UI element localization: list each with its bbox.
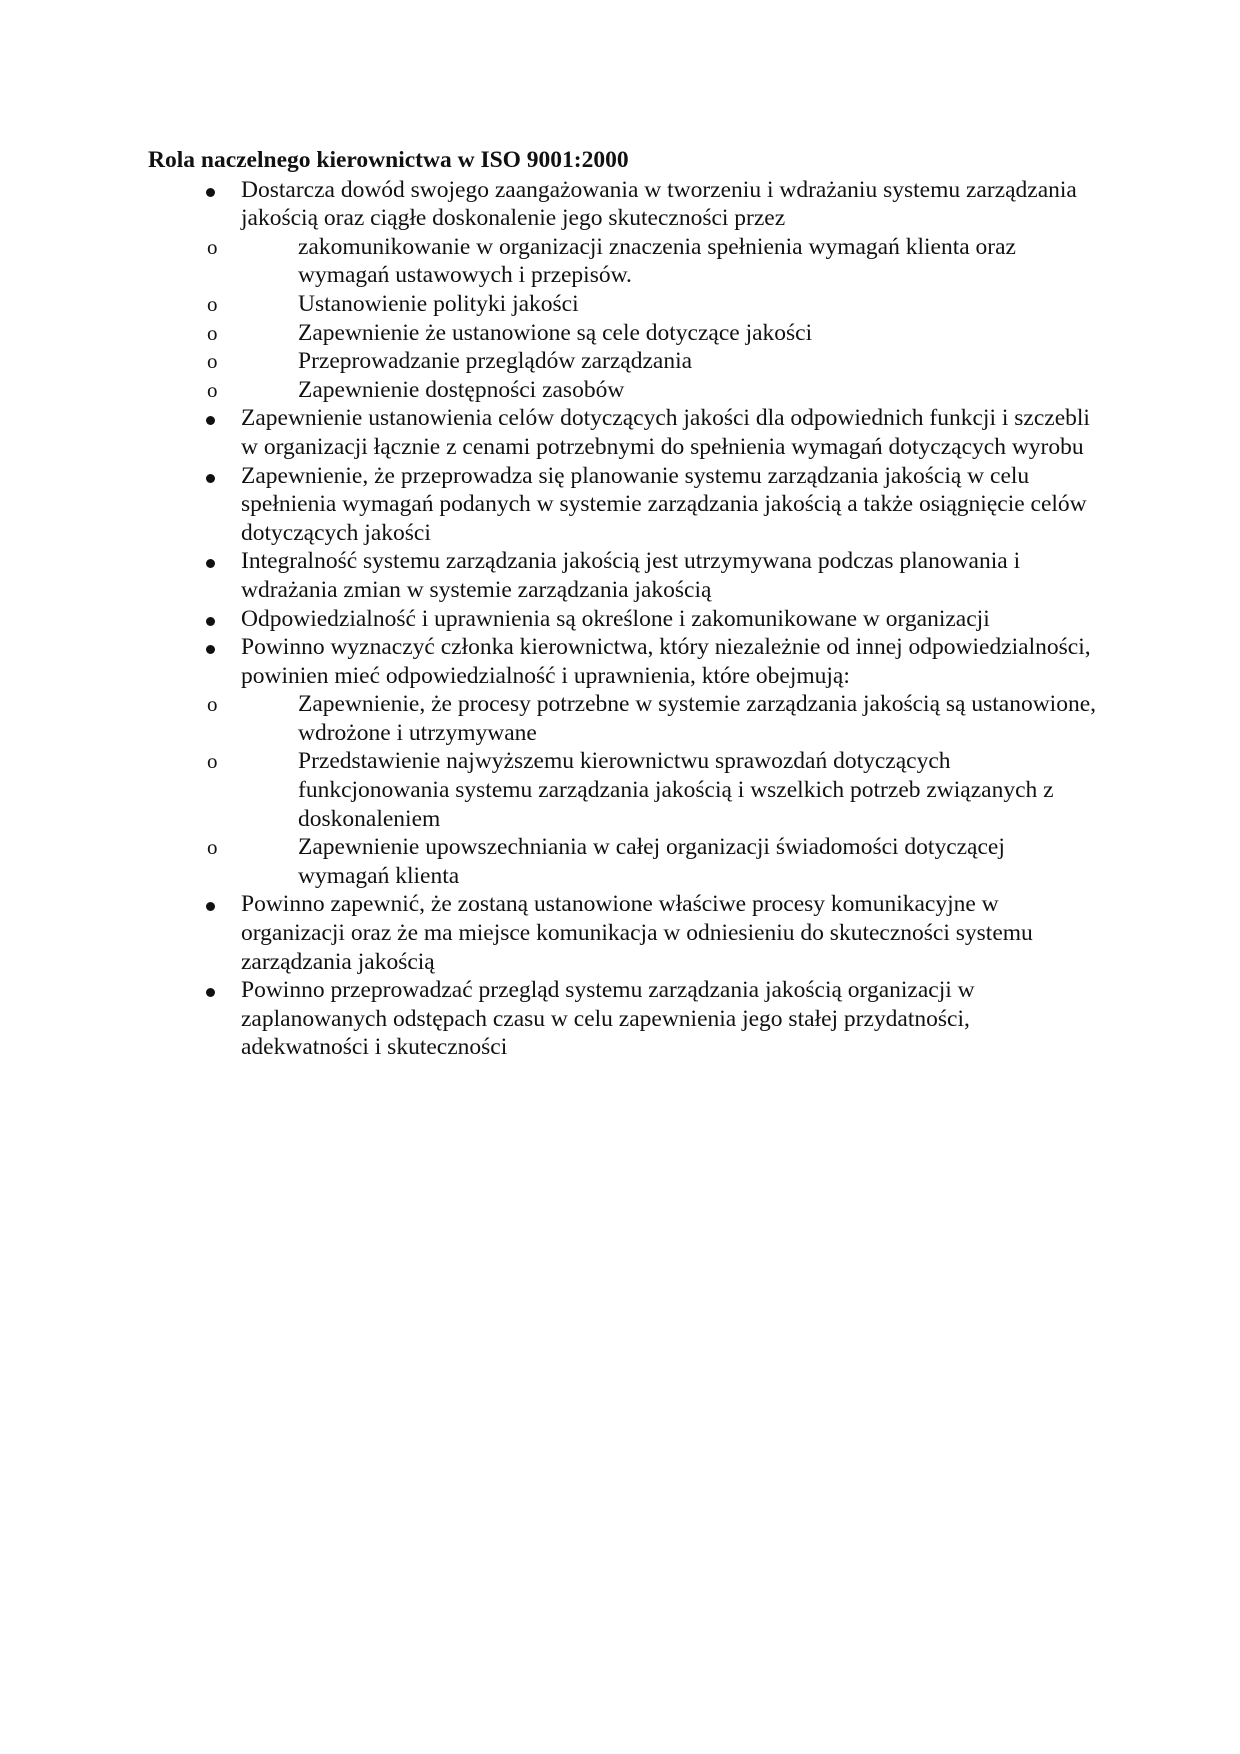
sub-list-item — [205, 290, 1098, 319]
bullet-icon — [206, 617, 215, 626]
circle-bullet-icon: o — [207, 320, 218, 345]
bullet-icon — [206, 902, 215, 911]
sub-list-item — [205, 747, 1098, 833]
list-item-text: Zapewnienie, że przeprowadza się planowanie systemu zarządzania jakością w celu spełnienia wymagań podanych w systemie zarządzania jakością a także osiągnięcie celów dotyczących jakości — [241, 462, 1087, 546]
sub-list-item — [205, 833, 1098, 890]
bullet-list — [148, 176, 1098, 1062]
list-item-text: Integralność systemu zarządzania jakością jest utrzymywana podczas planowania i wdrażania zmian w systemie zarządzania jakością — [241, 548, 1021, 603]
circle-bullet-icon: o — [207, 234, 218, 259]
list-item-text: Powinno wyznaczyć członka kierownictwa, który niezależnie od innej odpowiedzialności, powinien mieć odpowiedzialność i uprawnienia, które obejmują: — [241, 634, 1091, 689]
sub-list-item-text: Zapewnienie, że procesy potrzebne w systemie zarządzania jakością są ustanowione, wdrożone i utrzymywane — [298, 691, 1097, 746]
list-item-text: Powinno zapewnić, że zostaną ustanowione właściwe procesy komunikacyjne w organizacji oraz że ma miejsce komunikacja w odniesieniu do skuteczności systemu zarządzania jakością — [241, 891, 1033, 975]
sub-list — [207, 233, 1098, 405]
bullet-icon — [206, 474, 215, 483]
circle-bullet-icon: o — [207, 377, 218, 402]
list-item-text: Powinno przeprowadzać przegląd systemu zarządzania jakością organizacji w zaplanowanych odstępach czasu w celu zapewnienia jego stałej przydatności, adekwatności i skuteczności — [241, 977, 975, 1061]
sub-list-item — [205, 347, 1098, 376]
sub-list-item-text: Przeprowadzanie przeglądów zarządzania — [298, 348, 693, 375]
list-item — [148, 976, 1098, 1062]
list-item — [148, 176, 1098, 405]
list-item-text: Zapewnienie ustanowienia celów dotyczących jakości dla odpowiednich funkcji i szczebli w organizacji łącznie z cenami potrzebnymi do spełnienia wymagań dotyczących wyrobu — [241, 405, 1090, 460]
sub-list-item-text: Zapewnienie że ustanowione są cele dotyczące jakości — [298, 319, 813, 346]
list-item — [148, 404, 1098, 461]
list-item — [148, 890, 1098, 976]
sub-list-item-text: zakomunikowanie w organizacji znaczenia spełnienia wymagań klienta oraz wymagań ustawowych i przepisów. — [298, 233, 1016, 289]
list-item-text: Dostarcza dowód swojego zaangażowania w tworzeniu i wdrażaniu systemu zarządzania jakością oraz ciągłe doskonalenie jego skuteczności przez — [241, 176, 1077, 232]
bullet-icon — [206, 645, 215, 654]
list-item — [148, 462, 1098, 548]
sub-list-item-text: Przedstawienie najwyższemu kierownictwu sprawozdań dotyczących funkcjonowania systemu zarządzania jakością i wszelkich potrzeb związanych z doskonaleniem — [298, 748, 1054, 832]
circle-bullet-icon: o — [207, 749, 218, 774]
circle-bullet-icon: o — [207, 291, 218, 316]
sub-list-item-text: Ustanowienie polityki jakości — [298, 290, 579, 317]
circle-bullet-icon: o — [207, 692, 218, 717]
sub-list-item — [205, 690, 1098, 747]
sub-list-item — [205, 233, 1098, 290]
bullet-icon — [206, 988, 215, 997]
document-body — [148, 146, 1098, 1062]
sub-list-item-text: Zapewnienie upowszechniania w całej organizacji świadomości dotyczącej wymagań klienta — [298, 834, 1005, 889]
list-item — [148, 633, 1098, 890]
circle-bullet-icon: o — [207, 835, 218, 860]
sub-list-item — [205, 319, 1098, 348]
sub-list-item — [205, 376, 1098, 405]
document-title: Rola naczelnego kierownictwa w ISO 9001:2000 — [148, 147, 629, 173]
bullet-icon — [206, 559, 215, 568]
bullet-icon — [206, 416, 215, 425]
list-item — [148, 547, 1098, 604]
bullet-icon — [206, 188, 215, 197]
sub-list — [207, 690, 1098, 890]
circle-bullet-icon: o — [207, 349, 218, 374]
sub-list-item-text: Zapewnienie dostępności zasobów — [298, 376, 625, 403]
list-item-text: Odpowiedzialność i uprawnienia są określone i zakomunikowane w organizacji — [241, 605, 990, 632]
list-item — [148, 605, 1098, 634]
